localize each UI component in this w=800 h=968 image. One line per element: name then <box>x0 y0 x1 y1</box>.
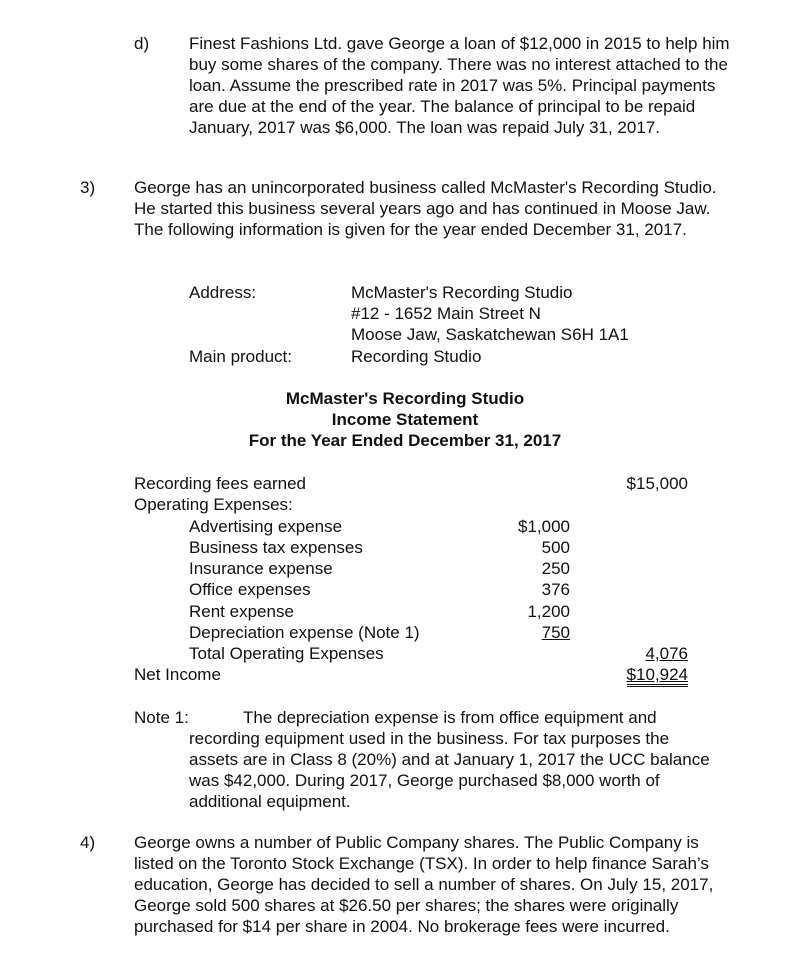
statement-period: For the Year Ended December 31, 2017 <box>248 431 562 450</box>
expense-label: Depreciation expense (Note 1) <box>189 623 420 642</box>
total-opex-label: Total Operating Expenses <box>189 644 384 663</box>
address-line-1: McMaster's Recording Studio <box>351 283 573 302</box>
note-1-label: Note 1: <box>134 708 189 727</box>
address-label: Address: <box>189 283 257 302</box>
product-value: Recording Studio <box>351 347 482 366</box>
net-income-value: $10,924 <box>588 664 688 687</box>
expense-label: Advertising expense <box>189 517 343 536</box>
statement-title: McMaster's Recording Studio <box>285 389 525 408</box>
expense-label: Office expenses <box>189 580 311 599</box>
net-income-label: Net Income <box>134 665 221 684</box>
expense-value: 250 <box>541 559 570 578</box>
address-line-2: #12 - 1652 Main Street N <box>351 304 541 323</box>
product-label: Main product: <box>189 347 292 366</box>
opex-label: Operating Expenses: <box>134 495 293 514</box>
expense-value: 376 <box>541 580 570 599</box>
item-d-marker: d) <box>134 34 150 53</box>
expense-value-underlined: 750 <box>541 623 570 642</box>
section-4-paragraph: George owns a number of Public Company shares. The Public Company is listed on the Toronto Stock Exchange (TSX). In order to help finance Sarah’s education, George has decided to sell a number of shares. On July 15, 2017, George sold 500 shares at $26.50 per shares; the shares were originally purchased for $14 per share in 2004. No brokerage fees were incurred. <box>134 833 714 936</box>
address-line-3: Moose Jaw, Saskatchewan S6H 1A1 <box>351 325 629 344</box>
total-opex-value: 4,076 <box>645 644 688 663</box>
revenue-label: Recording fees earned <box>134 474 307 493</box>
expense-value: 500 <box>541 538 570 557</box>
expense-value: 1,200 <box>527 602 570 621</box>
section-4-marker: 4) <box>80 833 96 852</box>
revenue-value: $15,000 <box>626 474 688 493</box>
expense-value: $1,000 <box>518 517 570 536</box>
section-3-marker: 3) <box>80 178 96 197</box>
section-3-paragraph: George has an unincorporated business called McMaster's Recording Studio. He started this business several years ago and has continued in Moose Jaw. The following information is given for the year ended December 31, 2017. <box>134 178 717 239</box>
expense-label: Business tax expenses <box>189 538 363 557</box>
item-d-paragraph: Finest Fashions Ltd. gave George a loan of $12,000 in 2015 to help him buy some shares of the company. There was no interest attached to the loan. Assume the prescribed rate in 2017 was 5%. Principal payments are due at the end of the year. The balance of principal to be repaid January, 2017 was $6,000. The loan was repaid July 31, 2017. <box>189 34 730 137</box>
statement-subtitle: Income Statement <box>331 410 479 429</box>
note-1-paragraph: The depreciation expense is from office equipment and recording equipment used in the business. For tax purposes the assets are in Class 8 (20%) and at January 1, 2017 the UCC balance was $42,000. During 2017, George purchased $8,000 worth of additional equipment. <box>189 708 710 811</box>
expense-label: Insurance expense <box>189 559 333 578</box>
expense-label: Rent expense <box>189 602 294 621</box>
